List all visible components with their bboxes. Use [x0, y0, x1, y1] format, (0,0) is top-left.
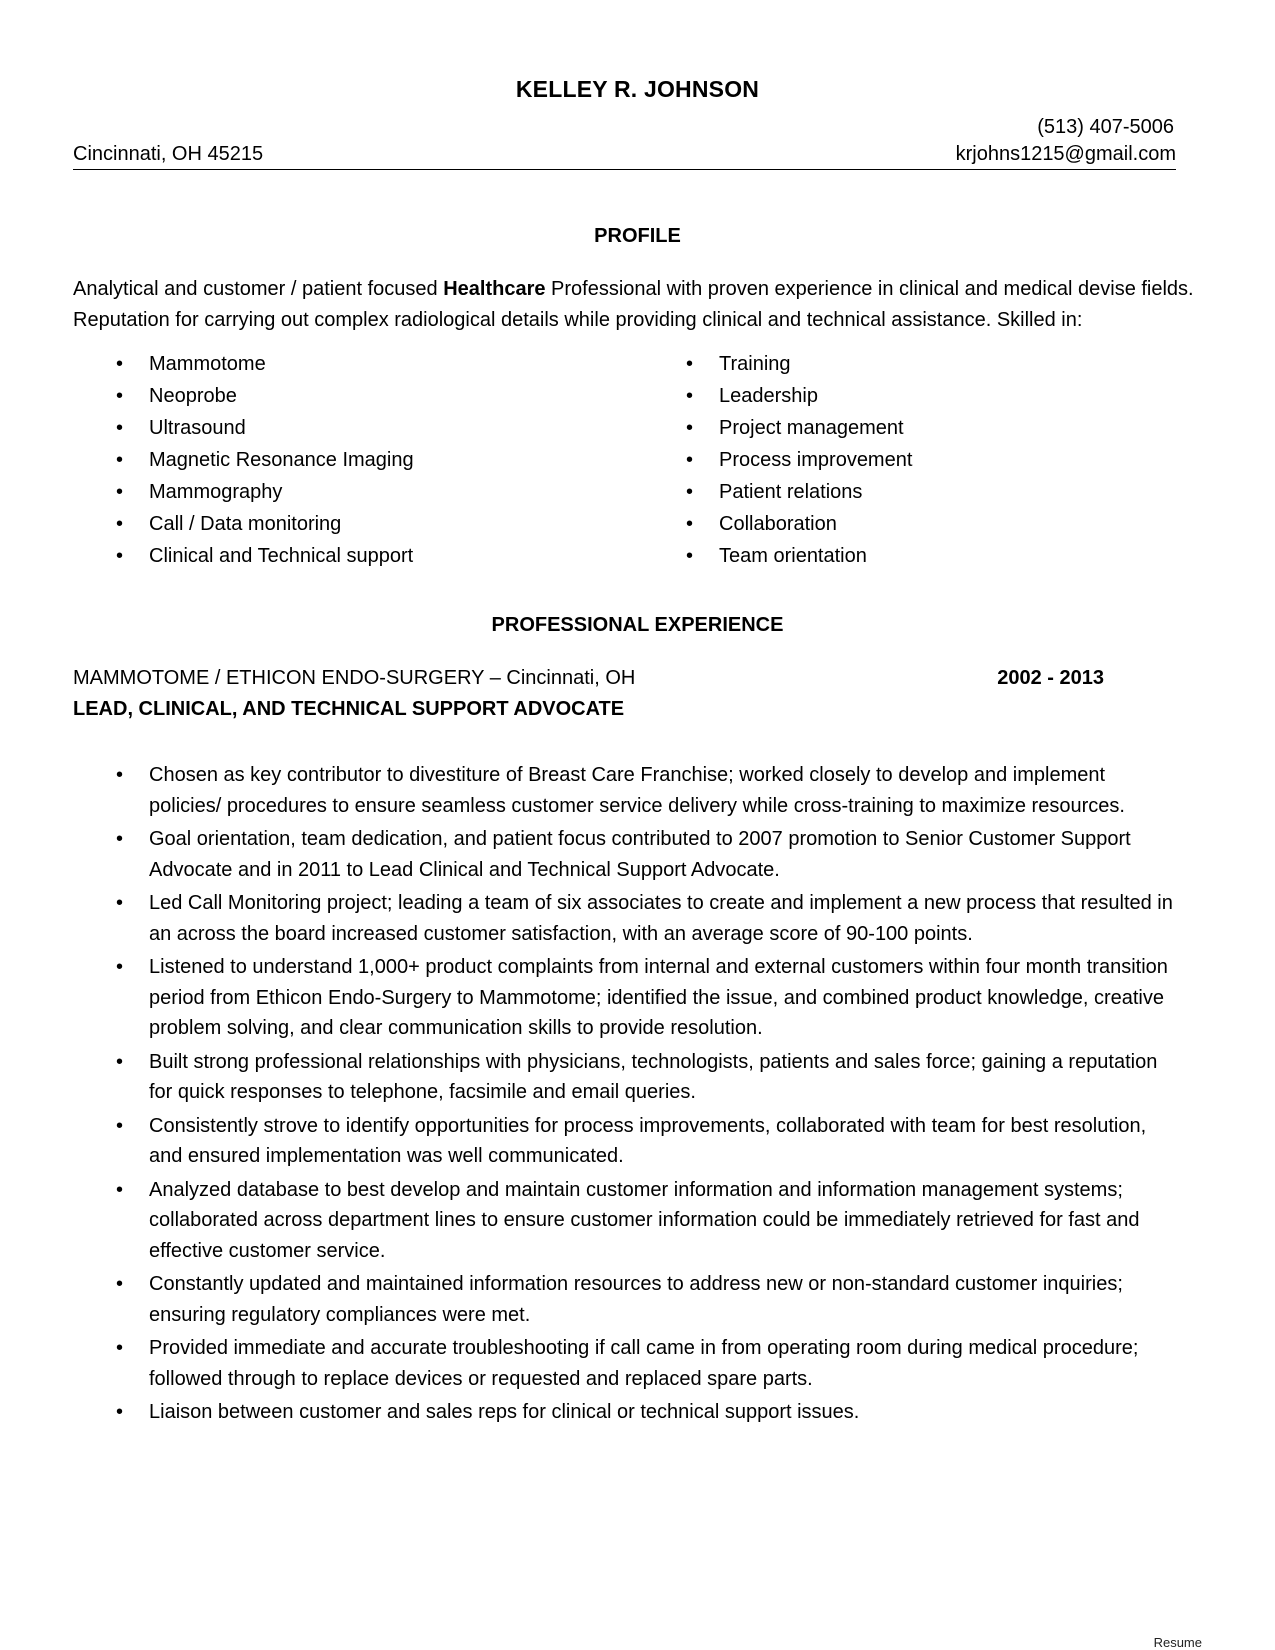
list-item: • Built strong professional relationships with physicians, technologists, patients and sales force; gaining a reputation for quick responses to telephone, facsimile and email queries. — [116, 1047, 1176, 1108]
list-item: • Led Call Monitoring project; leading a team of six associates to create and implement a new process that resulted in an across the board increased customer satisfaction, with an average score of 90-100 points. — [116, 888, 1176, 949]
contact-line — [73, 143, 1176, 170]
job-title: LEAD, CLINICAL, AND TECHNICAL SUPPORT ADVOCATE — [73, 698, 625, 720]
employment-dates: 2002 - 2013 — [997, 667, 1104, 689]
list-item: • Leadership — [686, 380, 912, 412]
phone-number: (513) 407-5006 — [1037, 116, 1174, 138]
profile-heading: PROFILE — [594, 225, 681, 247]
footer-label: Resume — [1153, 1635, 1202, 1650]
email-address: krjohns1215@gmail.com — [955, 143, 1176, 165]
list-item: • Consistently strove to identify opportunities for process improvements, collaborated with team for best resolution, and ensured implementation was well communicated. — [116, 1111, 1176, 1172]
list-item: • Project management — [686, 412, 912, 444]
list-item: • Provided immediate and accurate troubleshooting if call came in from operating room during medical procedure; followed through to replace devices or requested and replaced spare parts. — [116, 1333, 1176, 1394]
profile-text-before: Analytical and customer / patient focused — [73, 278, 444, 300]
profile-text-after: Professional with proven experience in clinical and medical devise fields. Reputation for carrying out complex radiological details while providing clinical and technical assistance. Skilled in: — [73, 278, 1194, 331]
list-item: • Mammotome — [116, 348, 414, 380]
list-item: • Collaboration — [686, 508, 912, 540]
experience-bullets — [116, 760, 1176, 1431]
city-address: Cincinnati, OH 45215 — [73, 143, 264, 165]
list-item: • Neoprobe — [116, 380, 414, 412]
list-item: • Magnetic Resonance Imaging — [116, 444, 414, 476]
list-item: • Training — [686, 348, 912, 380]
company-name: MAMMOTOME / ETHICON ENDO-SURGERY – Cincinnati, OH — [73, 667, 636, 689]
list-item: • Ultrasound — [116, 412, 414, 444]
list-item: • Goal orientation, team dedication, and patient focus contributed to 2007 promotion to Senior Customer Support Advocate and in 2011 to Lead Clinical and Technical Support Advocate. — [116, 824, 1176, 885]
list-item: • Constantly updated and maintained information resources to address new or non-standard customer inquiries; ensuring regulatory compliances were met. — [116, 1269, 1176, 1330]
profile-summary — [73, 274, 1203, 336]
list-item: • Mammography — [116, 476, 414, 508]
list-item: • Patient relations — [686, 476, 912, 508]
experience-heading: PROFESSIONAL EXPERIENCE — [491, 614, 784, 636]
list-item: • Analyzed database to best develop and maintain customer information and information management systems; collaborated across department lines to ensure customer information could be immediately retrieved for fast and effective customer service. — [116, 1175, 1176, 1267]
list-item: • Team orientation — [686, 540, 912, 572]
list-item: • Clinical and Technical support — [116, 540, 414, 572]
list-item: • Call / Data monitoring — [116, 508, 414, 540]
list-item: • Listened to understand 1,000+ product complaints from internal and external customers within four month transition period from Ethicon Endo-Surgery to Mammotome; identified the issue, and combined product knowledge, creative problem solving, and clear communication skills to provide resolution. — [116, 952, 1176, 1044]
list-item: • Process improvement — [686, 444, 912, 476]
candidate-name: KELLEY R. JOHNSON — [515, 76, 760, 102]
skills-list-right — [686, 348, 912, 572]
skills-list-left — [116, 348, 414, 572]
profile-text-bold: Healthcare — [443, 278, 546, 300]
list-item: • Liaison between customer and sales reps for clinical or technical support issues. — [116, 1397, 1176, 1428]
list-item: • Chosen as key contributor to divestiture of Breast Care Franchise; worked closely to develop and implement policies/ procedures to ensure seamless customer service delivery while cross-training to maximize resources. — [116, 760, 1176, 821]
